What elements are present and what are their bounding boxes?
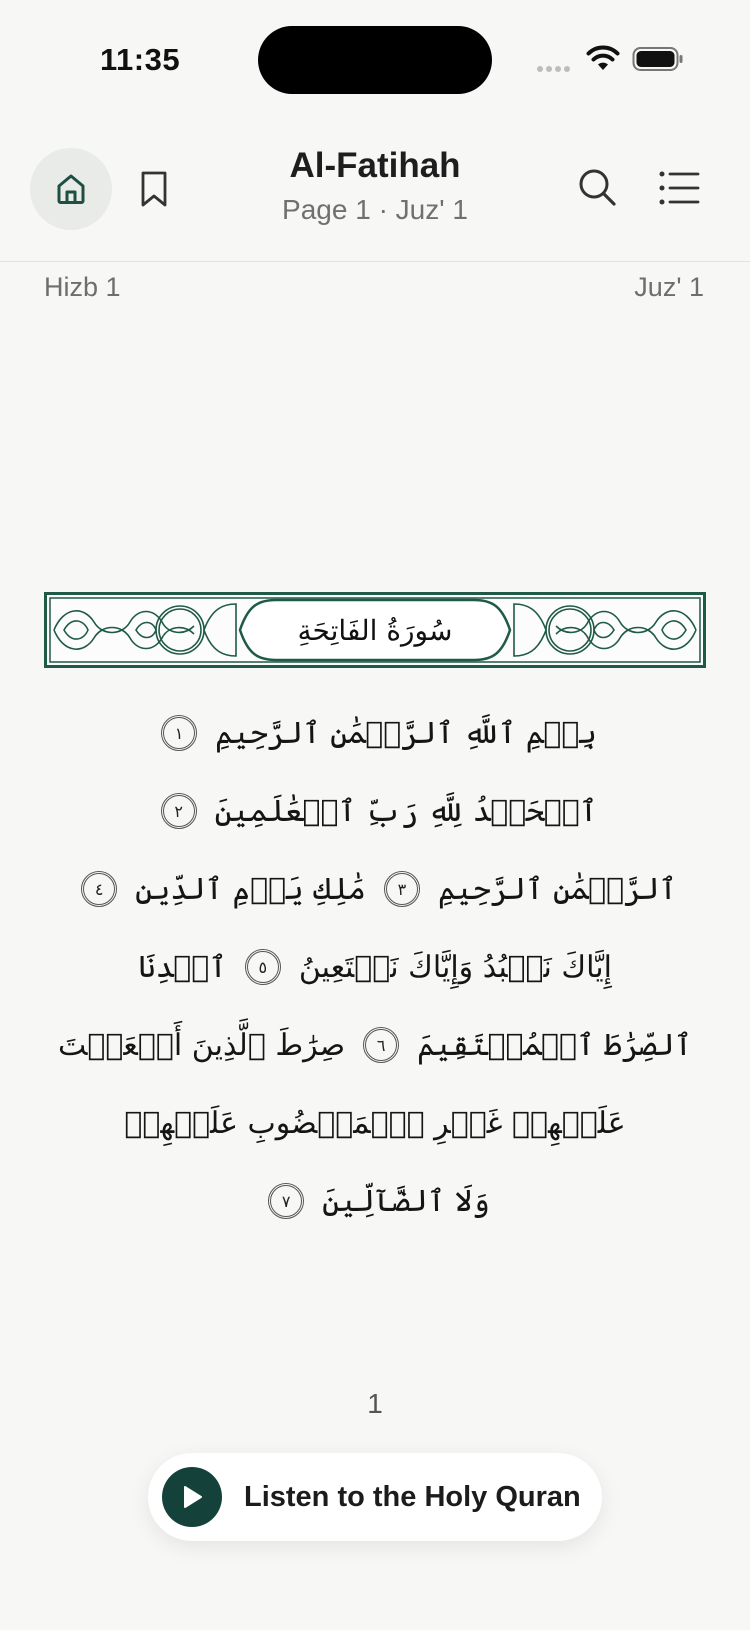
list-menu-icon[interactable] [658,168,700,208]
status-bar [0,0,750,110]
page-subtitle: Page 1 · Juz' 1 [282,194,468,225]
home-icon [54,172,88,206]
verse-line [138,928,612,1006]
listen-quran-button[interactable] [148,1453,602,1541]
verse-text: ٱهۡدِنَا [138,949,227,985]
ayah-number-marker[interactable]: ٦ [363,1027,399,1063]
surah-name-arabic: سُورَةُ الفَاتِحَةِ [297,613,453,647]
page-title: Al-Fatihah [289,146,461,185]
hizb-label: Hizb 1 [44,272,121,302]
verse-text: بِسۡمِ ٱللَّهِ ٱلرَّحۡمَٰنِ ٱلرَّحِيمِ [215,715,597,751]
juz-label: Juz' 1 [634,272,704,302]
verse-text: ٱلرَّحۡمَٰنِ ٱلرَّحِيمِ [437,871,677,907]
bookmark-icon [140,170,168,208]
verse-line [57,1006,693,1084]
verse-text: مَٰلِكِ يَوۡمِ ٱلدِّينِ [135,871,366,907]
cellular-signal-icon [537,66,570,72]
verse-text: صِرَٰطَ ٱلَّذِينَ أَنۡعَمۡتَ [57,1027,346,1063]
verse-text: ٱلۡحَمۡدُ لِلَّهِ رَبِّ ٱلۡعَٰلَمِينَ [214,793,598,829]
bookmark-button[interactable] [132,164,176,214]
verse-line [150,772,600,850]
verse-text: ٱلصِّرَٰطَ ٱلۡمُسۡتَقِيمَ [417,1027,693,1063]
ayah-number-marker[interactable]: ٢ [161,793,197,829]
ayah-number-marker[interactable]: ٧ [268,1183,304,1219]
play-icon [179,1483,205,1511]
top-navigation-bar [0,130,750,262]
title-block [200,146,550,226]
ayah-number-marker[interactable]: ٥ [245,949,281,985]
surah-header-frame [44,592,706,668]
listen-label: Listen to the Holy Quran [244,1480,581,1513]
battery-icon [632,46,684,72]
verse-line [150,694,600,772]
search-icon[interactable] [576,166,618,208]
page-number: 1 [367,1388,383,1419]
verse-line [124,1084,626,1162]
wifi-icon [586,44,620,72]
verse-line [150,1162,600,1240]
verse-line [94,850,677,928]
dynamic-island [258,26,492,94]
ayah-number-marker[interactable]: ٤ [81,871,117,907]
verse-text: وَلَا ٱلضَّآلِّينَ [322,1183,490,1219]
ayah-number-marker[interactable]: ٣ [384,871,420,907]
verse-text: إِيَّاكَ نَعۡبُدُ وَإِيَّاكَ نَسۡتَعِينُ [298,949,612,985]
verse-text: عَلَيۡهِمۡ غَيۡرِ ٱلۡمَغۡضُوبِ عَلَيۡهِمۡ [124,1105,626,1141]
ayah-number-marker[interactable]: ١ [161,715,197,751]
home-button[interactable] [30,148,112,230]
play-button[interactable] [162,1467,222,1527]
status-time: 11:35 [100,42,181,77]
mushaf-page-text [57,694,693,1240]
